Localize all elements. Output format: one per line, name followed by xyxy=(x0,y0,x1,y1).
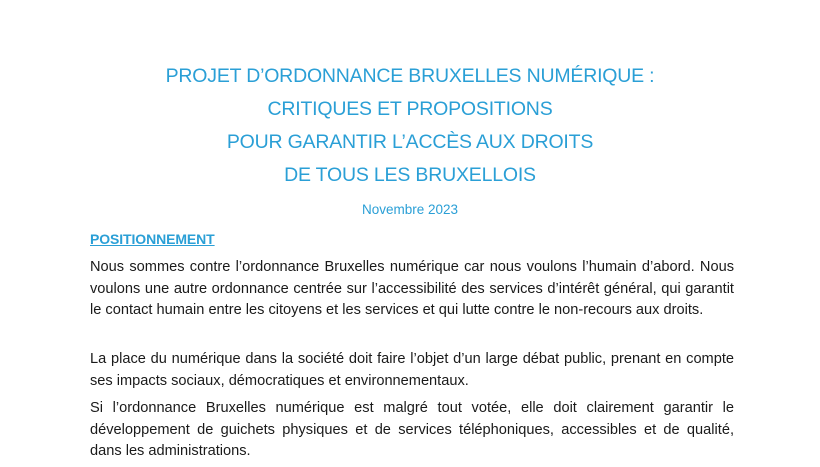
document-date: Novembre 2023 xyxy=(361,202,459,217)
title-line: PROJET D’ORDONNANCE BRUXELLES NUMÉRIQUE : xyxy=(165,65,655,87)
paragraph: La place du numérique dans la société doit faire l’objet d’un large débat public, prenant en compte ses impacts sociaux, démocratiques et environnementaux. xyxy=(90,351,734,389)
title-line: CRITIQUES ET PROPOSITIONS xyxy=(267,98,553,120)
title-line: DE TOUS LES BRUXELLOIS xyxy=(284,164,536,186)
paragraph: Nous sommes contre l’ordonnance Bruxelles numérique car nous voulons l’humain d’abord. Nous voulons une autre ordonnance centrée sur l’accessibilité des services d’intérêt général, qui garantit le contact humain entre les citoyens et les services et qui lutte contre le non-recours aux droits. xyxy=(90,259,734,318)
document-title xyxy=(0,60,820,192)
paragraph: Si l’ordonnance Bruxelles numérique est malgré tout votée, elle doit clairement garantir le développement de guichets physiques et de services téléphoniques, accessibles et de qualité, dans les administrations. xyxy=(90,400,734,459)
section-heading: POSITIONNEMENT xyxy=(90,231,215,247)
title-line: POUR GARANTIR L’ACCÈS AUX DROITS xyxy=(226,131,594,153)
